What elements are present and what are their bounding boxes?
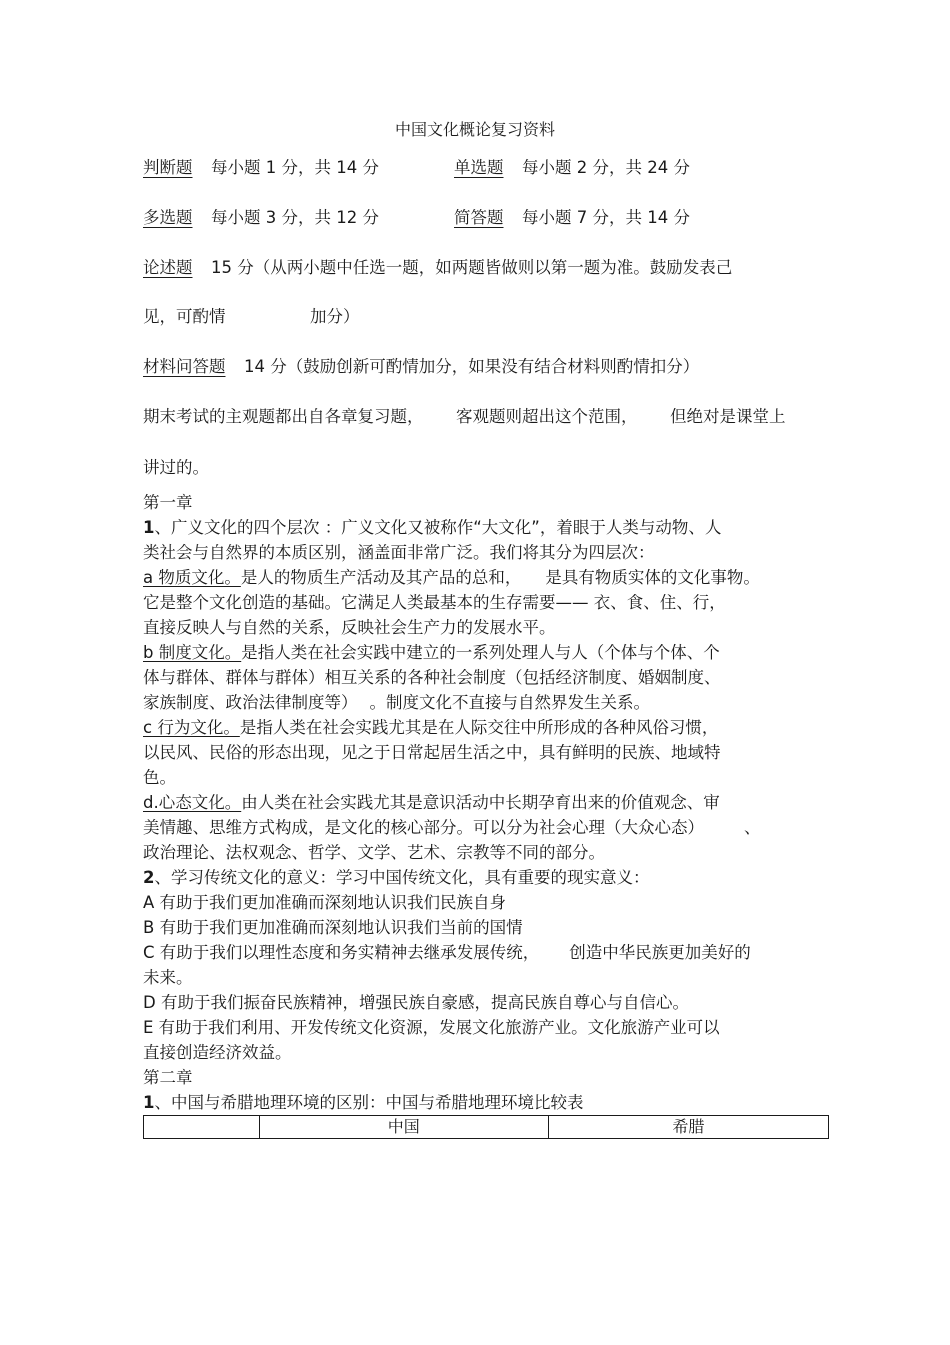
ch1-d-line1 [143,790,813,815]
table-header-empty [144,1116,260,1139]
multi-detail: 每小题 3 分，共 12 分 [211,208,379,227]
ch1-a-line1 [143,565,813,590]
ch1-c-line3: 色。 [143,768,176,787]
material-detail: 14 分（鼓励创新可酌情加分，如果没有结合材料则酌情扣分） [244,357,700,376]
ch1-d-line2 [143,815,813,840]
ch1-q2-D: D 有助于我们振奋民族精神，增强民族自豪感，提高民族自尊心与自信心。 [143,993,689,1012]
ch1-d-text2: 美情趣、思维方式构成，是文化的核心部分。可以分为社会心理（大众心态） [143,818,704,837]
note-part-2: 客观题则超出这个范围， [456,407,638,426]
ch1-q2-A: A 有助于我们更加准确而深刻地认识我们民族自身 [143,893,507,912]
short-label: 简答题 [454,208,504,227]
page-title: 中国文化概论复习资料 [394,120,555,139]
score-judge [143,156,379,180]
ch1-q2-C1b-text: 创造中华民族更加美好的 [569,943,751,962]
material-label: 材料问答题 [143,357,226,376]
multi-label: 多选题 [143,208,193,227]
short-detail: 每小题 7 分，共 14 分 [522,208,690,227]
ch1-d-text2b: 、 [744,818,761,837]
essay-detail: 15 分（从两小题中任选一题，如两题皆做则以第一题为准。鼓励发表己 [211,258,733,277]
ch1-a-line3: 直接反映人与自然的关系，反映社会生产力的发展水平。 [143,618,556,637]
chapter-2-heading: 第二章 [143,1068,193,1087]
ch2-q1-text: 、中国与希腊地理环境的区别：中国与希腊地理环境比较表 [154,1093,584,1112]
score-essay [143,256,732,280]
ch1-c-label: c 行为文化。 [143,718,240,737]
ch1-a-text1: 是人的物质生产活动及其产品的总和， [240,568,522,587]
essay-label: 论述题 [143,258,193,277]
comparison-table [143,1115,829,1139]
ch1-b-line2: 体与群体、群体与群体）相互关系的各种社会制度（包括经济制度、婚姻制度、 [143,668,721,687]
table-header-china: 中国 [259,1116,548,1139]
ch1-q2-E2: 直接创造经济效益。 [143,1043,292,1062]
ch1-q2-num: 2 [143,868,155,887]
exam-note [143,405,786,429]
ch1-q1-line1 [143,515,813,540]
ch1-b-text1: 是指人类在社会实践中建立的一系列处理人与人（个体与个体、个 [241,643,720,662]
ch1-q1-line2: 类社会与自然界的本质区别，涵盖面非常广泛。我们将其分为四层次： [143,543,655,562]
ch2-q1-num: 1 [143,1093,155,1112]
ch1-a-line2: 它是整个文化创造的基础。它满足人类最基本的生存需要—— 衣、食、住、行， [143,593,726,612]
ch1-q2-line1 [143,865,813,890]
score-short [454,206,690,230]
judge-label: 判断题 [143,158,193,177]
ch1-d-text1: 由人类在社会实践尤其是意识活动中长期孕育出来的价值观念、审 [241,793,720,812]
ch1-a-label: a 物质文化。 [143,568,241,587]
ch1-q2-C2: 未来。 [143,968,193,987]
ch1-q2-B: B 有助于我们更加准确而深刻地认识我们当前的国情 [143,918,523,937]
score-essay-cont [143,305,360,329]
ch1-q1-text: 、广义文化的四个层次 ：广义文化又被称作“大文化”，着眼于人类与动物、人 [154,518,722,537]
table-header-greece: 希腊 [548,1116,828,1139]
chapter-1-heading: 第一章 [143,493,193,512]
single-detail: 每小题 2 分，共 24 分 [522,158,690,177]
ch1-q2-C1-text: C 有助于我们以理性态度和务实精神去继承发展传统， [143,943,540,962]
ch1-q2-E1: E 有助于我们利用、开发传统文化资源，发展文化旅游产业。文化旅游产业可以 [143,1018,720,1037]
essay-detail-2b: 加分） [310,307,360,326]
essay-detail-2a: 见，可酌情 [143,307,226,326]
ch1-b-text3: 家族制度、政治法律制度等） [143,693,358,712]
ch1-b-label: b 制度文化。 [143,643,242,662]
ch1-q1-num: 1 [143,518,155,537]
ch1-d-label: d.心态文化。 [143,793,242,812]
score-single [454,156,690,180]
judge-detail: 每小题 1 分，共 14 分 [211,158,379,177]
ch1-a-text1b: 是具有物质实体的文化事物。 [545,568,760,587]
body-content [143,490,813,1115]
single-label: 单选题 [454,158,504,177]
ch2-q1-line1 [143,1090,813,1115]
ch1-c-line2: 以民风、民俗的形态出现，见之于日常起居生活之中，具有鲜明的民族、地域特 [143,743,721,762]
ch1-q2-text: 、学习传统文化的意义：学习中国传统文化，具有重要的现实意义： [154,868,650,887]
exam-note-cont: 讲过的。 [143,458,209,477]
ch1-c-text1: 是指人类在社会实践尤其是在人际交往中所形成的各种风俗习惯， [239,718,719,737]
score-material [143,355,699,379]
note-part-3: 但绝对是课堂上 [670,407,786,426]
ch1-b-text3b: 。制度文化不直接与自然界发生关系。 [369,693,650,712]
ch1-q2-C1 [143,940,813,965]
ch1-b-line3 [143,690,813,715]
ch1-b-line1 [143,640,813,665]
score-multi [143,206,379,230]
note-part-1: 期末考试的主观题都出自各章复习题， [143,407,424,426]
ch1-d-line3: 政治理论、法权观念、哲学、文学、艺术、宗教等不同的部分。 [143,843,605,862]
table-header-row [144,1116,829,1139]
ch1-c-line1 [143,715,813,740]
